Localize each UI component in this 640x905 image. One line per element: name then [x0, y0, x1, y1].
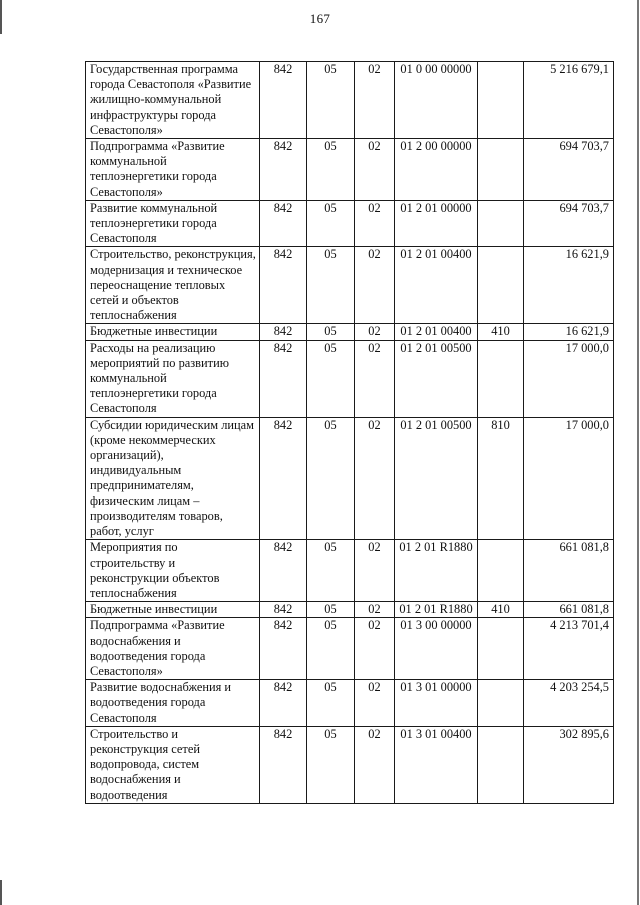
cell-name: Развитие коммунальной теплоэнергетики города Севастополя: [86, 200, 260, 247]
cell-amount: 661 081,8: [524, 602, 614, 618]
cell-ministry: 842: [260, 602, 307, 618]
budget-table: [85, 61, 614, 804]
cell-section: 05: [307, 247, 355, 324]
cell-ministry: 842: [260, 540, 307, 602]
page-number: 167: [309, 11, 331, 26]
cell-subsection: 02: [355, 247, 395, 324]
cell-ministry: 842: [260, 680, 307, 727]
cell-name: Бюджетные инвестиции: [86, 602, 260, 618]
cell-name: Подпрограмма «Развитие коммунальной теплоэнергетики города Севастополя»: [86, 139, 260, 201]
cell-subsection: 02: [355, 726, 395, 803]
cell-amount: 694 703,7: [524, 200, 614, 247]
cell-subsection: 02: [355, 680, 395, 727]
cell-name: Расходы на реализацию мероприятий по развитию коммунальной теплоэнергетики города Севастополя: [86, 340, 260, 417]
cell-subsection: 02: [355, 139, 395, 201]
cell-ministry: 842: [260, 417, 307, 540]
cell-target-article: 01 2 00 00000: [395, 139, 478, 201]
cell-subsection: 02: [355, 62, 395, 139]
cell-subsection: 02: [355, 602, 395, 618]
cell-expense-type: [478, 62, 524, 139]
cell-target-article: 01 2 01 00400: [395, 324, 478, 340]
table-row: [86, 680, 614, 727]
cell-section: 05: [307, 680, 355, 727]
cell-section: 05: [307, 324, 355, 340]
cell-name: Бюджетные инвестиции: [86, 324, 260, 340]
table-body: [86, 62, 614, 804]
cell-name: Субсидии юридическим лицам (кроме некоммерческих организаций), индивидуальным предпринимателям, физическим лицам – производителям товаров, работ, услуг: [86, 417, 260, 540]
cell-ministry: 842: [260, 618, 307, 680]
cell-amount: 4 213 701,4: [524, 618, 614, 680]
cell-section: 05: [307, 62, 355, 139]
cell-amount: 16 621,9: [524, 247, 614, 324]
scan-mark: [637, 0, 639, 905]
cell-expense-type: [478, 139, 524, 201]
scan-mark: [0, 880, 2, 905]
cell-amount: 17 000,0: [524, 417, 614, 540]
table-row: [86, 247, 614, 324]
cell-expense-type: [478, 618, 524, 680]
table-row: [86, 62, 614, 139]
cell-expense-type: [478, 680, 524, 727]
cell-target-article: 01 2 01 00500: [395, 340, 478, 417]
table-row: [86, 618, 614, 680]
cell-amount: 4 203 254,5: [524, 680, 614, 727]
cell-name: Развитие водоснабжения и водоотведения города Севастополя: [86, 680, 260, 727]
cell-subsection: 02: [355, 200, 395, 247]
cell-amount: 16 621,9: [524, 324, 614, 340]
table-row: [86, 139, 614, 201]
table-row: [86, 324, 614, 340]
cell-ministry: 842: [260, 200, 307, 247]
cell-amount: 661 081,8: [524, 540, 614, 602]
table-row: [86, 540, 614, 602]
cell-expense-type: 410: [478, 324, 524, 340]
cell-section: 05: [307, 417, 355, 540]
table-row: [86, 417, 614, 540]
cell-amount: 17 000,0: [524, 340, 614, 417]
cell-name: Строительство, реконструкция, модернизация и техническое переоснащение тепловых сетей и объектов теплоснабжения: [86, 247, 260, 324]
cell-target-article: 01 3 01 00000: [395, 680, 478, 727]
cell-target-article: 01 3 01 00400: [395, 726, 478, 803]
cell-ministry: 842: [260, 139, 307, 201]
table-row: [86, 340, 614, 417]
cell-section: 05: [307, 726, 355, 803]
cell-section: 05: [307, 602, 355, 618]
cell-subsection: 02: [355, 417, 395, 540]
cell-amount: 694 703,7: [524, 139, 614, 201]
cell-subsection: 02: [355, 618, 395, 680]
cell-expense-type: 410: [478, 602, 524, 618]
cell-section: 05: [307, 618, 355, 680]
cell-target-article: 01 2 01 00500: [395, 417, 478, 540]
scan-mark: [0, 0, 2, 34]
cell-section: 05: [307, 540, 355, 602]
cell-name: Подпрограмма «Развитие водоснабжения и водоотведения города Севастополя»: [86, 618, 260, 680]
cell-expense-type: [478, 726, 524, 803]
cell-target-article: 01 0 00 00000: [395, 62, 478, 139]
cell-amount: 5 216 679,1: [524, 62, 614, 139]
cell-ministry: 842: [260, 62, 307, 139]
cell-subsection: 02: [355, 324, 395, 340]
cell-target-article: 01 2 01 00000: [395, 200, 478, 247]
cell-ministry: 842: [260, 247, 307, 324]
cell-ministry: 842: [260, 340, 307, 417]
cell-ministry: 842: [260, 726, 307, 803]
table-row: [86, 602, 614, 618]
cell-name: Строительство и реконструкция сетей водопровода, систем водоснабжения и водоотведения: [86, 726, 260, 803]
cell-expense-type: [478, 200, 524, 247]
cell-section: 05: [307, 139, 355, 201]
cell-expense-type: [478, 340, 524, 417]
table-row: [86, 726, 614, 803]
cell-expense-type: [478, 247, 524, 324]
cell-amount: 302 895,6: [524, 726, 614, 803]
cell-section: 05: [307, 340, 355, 417]
cell-name: Мероприятия по строительству и реконструкции объектов теплоснабжения: [86, 540, 260, 602]
cell-target-article: 01 2 01 R1880: [395, 602, 478, 618]
table-row: [86, 200, 614, 247]
cell-expense-type: 810: [478, 417, 524, 540]
cell-section: 05: [307, 200, 355, 247]
cell-ministry: 842: [260, 324, 307, 340]
cell-subsection: 02: [355, 340, 395, 417]
cell-name: Государственная программа города Севастополя «Развитие жилищно-коммунальной инфраструктуры города Севастополя»: [86, 62, 260, 139]
cell-subsection: 02: [355, 540, 395, 602]
cell-target-article: 01 2 01 R1880: [395, 540, 478, 602]
cell-target-article: 01 3 00 00000: [395, 618, 478, 680]
cell-target-article: 01 2 01 00400: [395, 247, 478, 324]
cell-expense-type: [478, 540, 524, 602]
